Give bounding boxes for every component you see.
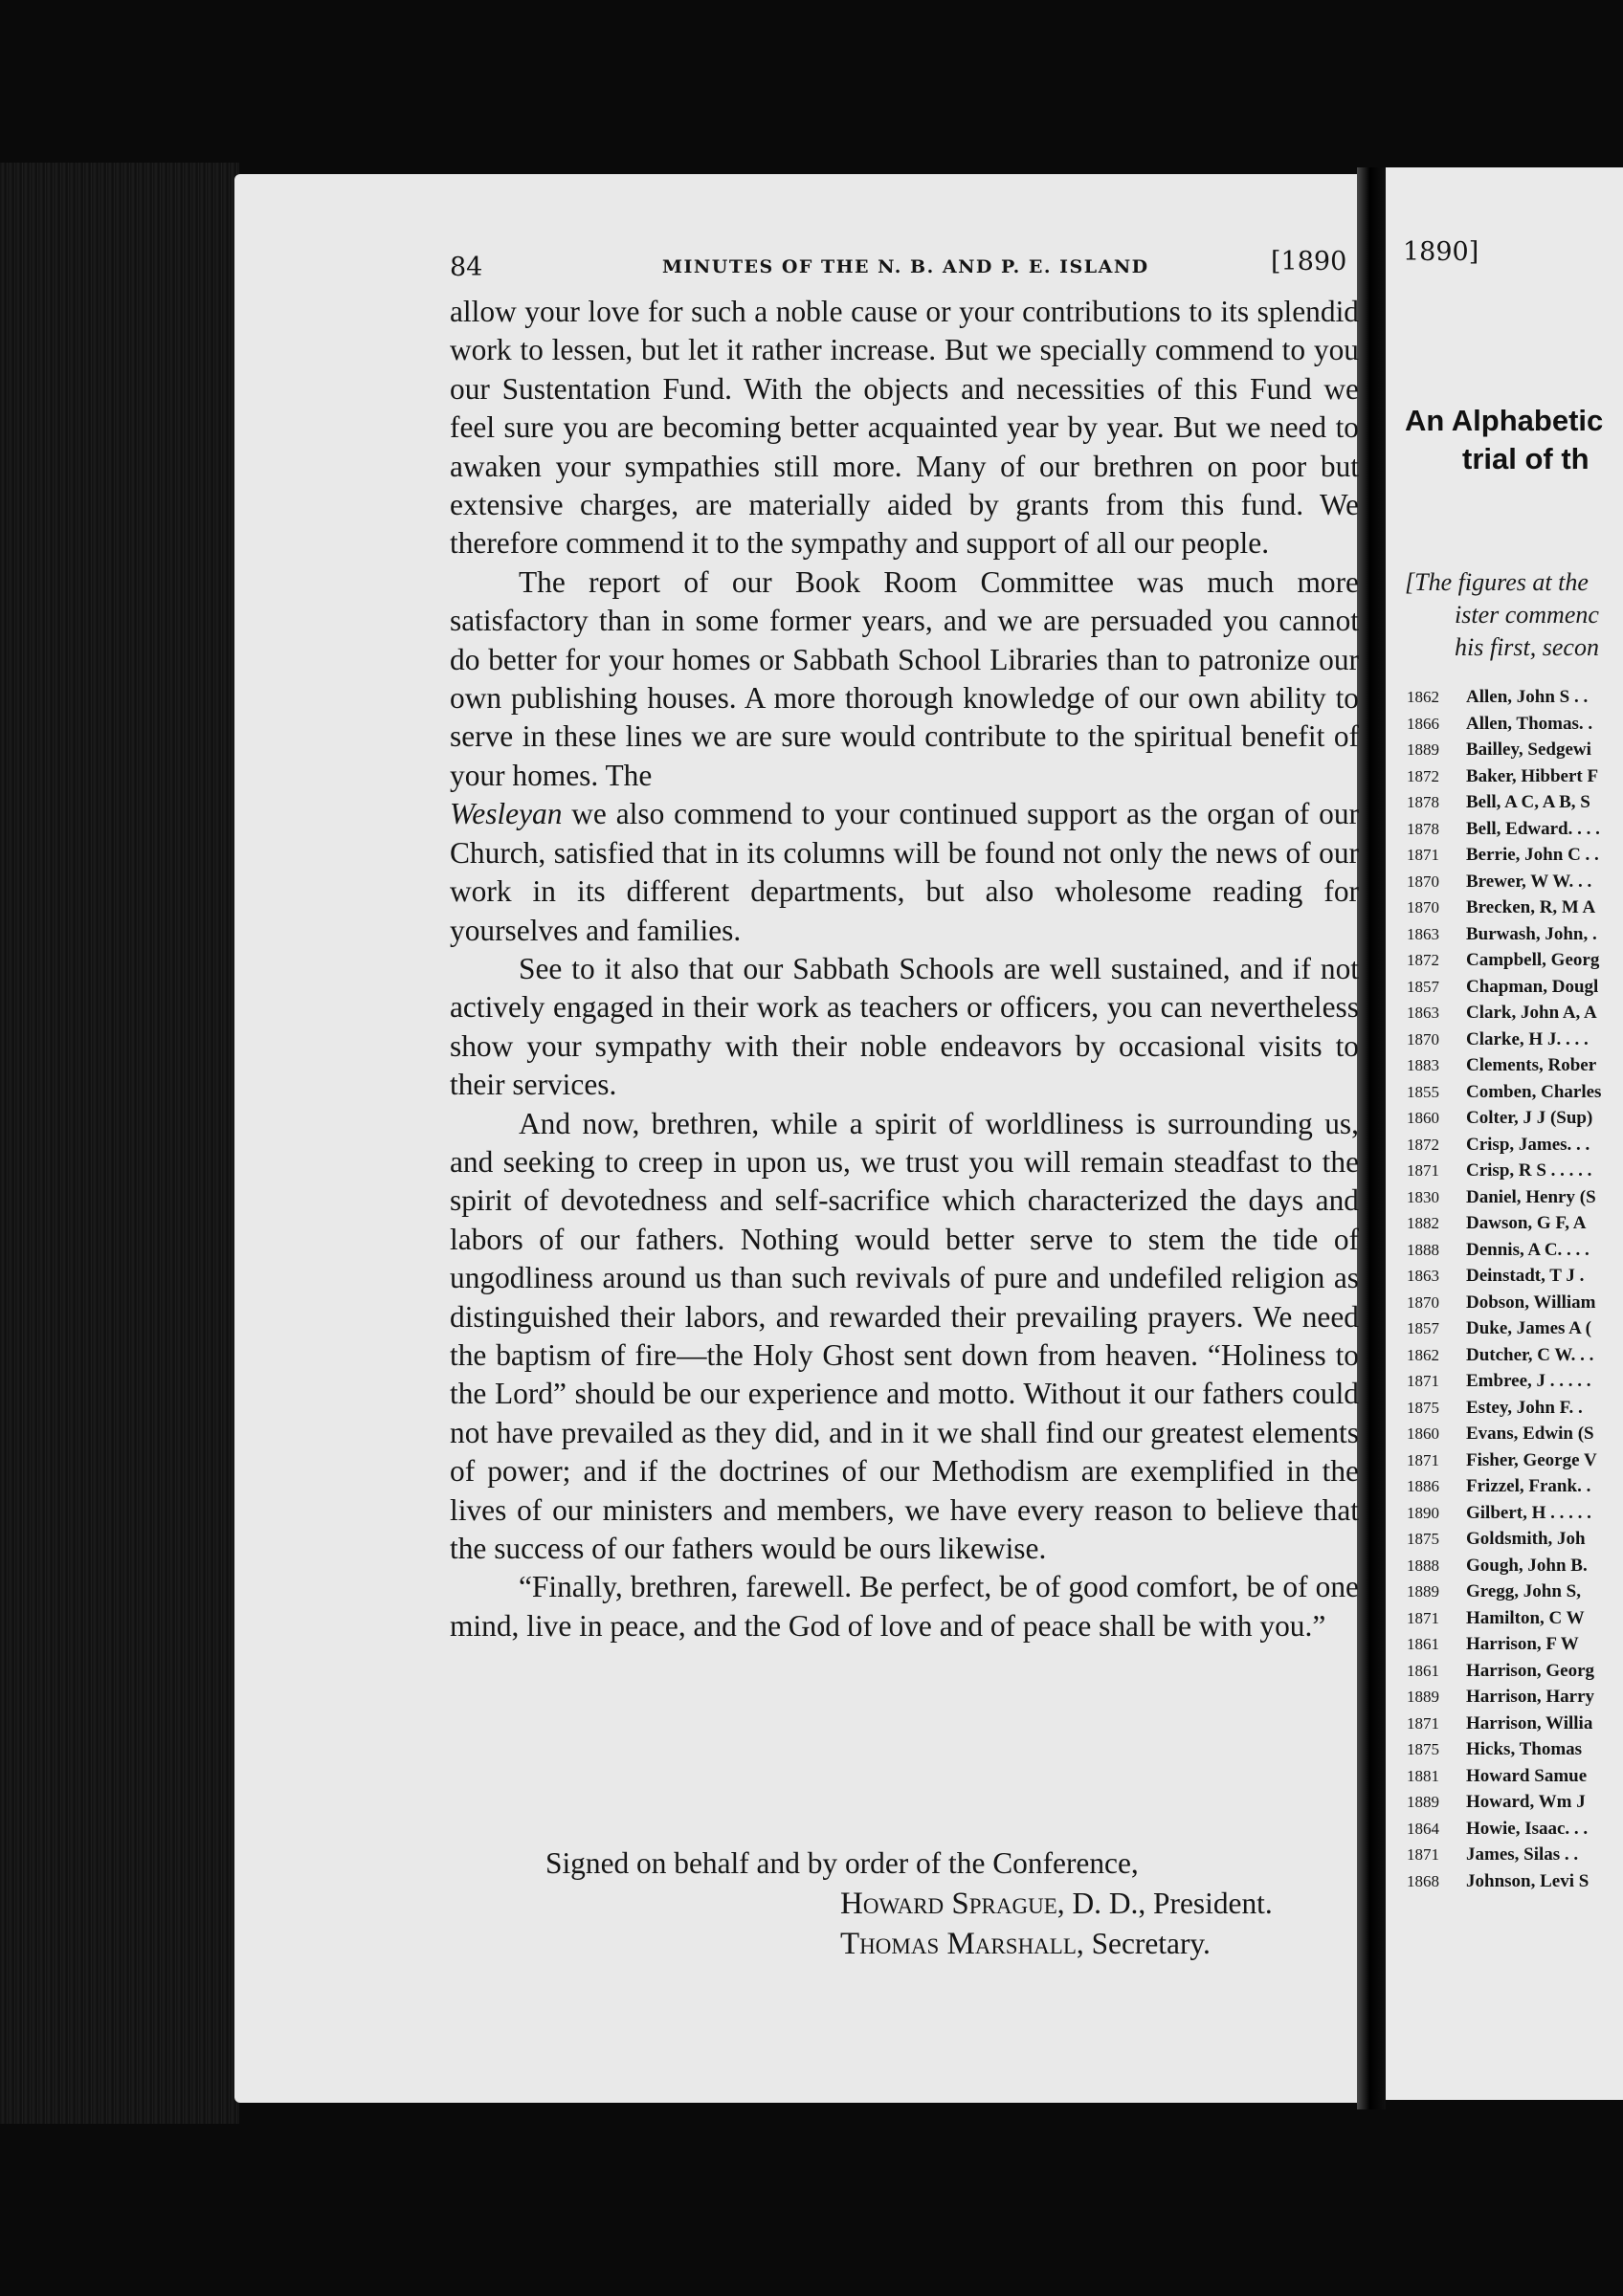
list-item [1407, 1529, 1623, 1556]
list-item [1407, 1581, 1623, 1608]
paragraph: See to it also that our Sabbath Schools are well sustained, and if not actively engaged in their work as teachers or officers, you can nevertheless show your sympathy with their noble endeavors by occasional visits to their services. [450, 951, 1359, 1102]
list-item [1407, 687, 1623, 714]
entry-year: 1888 [1407, 1240, 1439, 1259]
entry-year: 1890 [1407, 1503, 1439, 1522]
entry-name: Howard Samue [1466, 1765, 1588, 1786]
book-gutter [1357, 167, 1386, 2109]
entry-name: Brecken, R, M A [1466, 897, 1596, 917]
entry-year: 1871 [1407, 1372, 1439, 1390]
entry-year: 1863 [1407, 1267, 1439, 1285]
entry-name: Harrison, Harry [1466, 1687, 1595, 1707]
entry-name: Goldsmith, Joh [1466, 1529, 1586, 1549]
entry-name: Gilbert, H . . . . . [1466, 1502, 1591, 1523]
entry-name: Hicks, Thomas [1466, 1739, 1583, 1759]
entry-name: Howie, Isaac. . . [1466, 1818, 1589, 1839]
signed-line: Signed on behalf and by order of the Conference, [545, 1846, 1139, 1880]
entry-year: 1875 [1407, 1398, 1439, 1417]
list-item [1407, 1003, 1623, 1029]
book-page-edges [0, 163, 239, 2124]
entry-year: 1860 [1407, 1424, 1439, 1443]
entry-year: 1878 [1407, 819, 1439, 838]
entry-year: 1871 [1407, 1845, 1439, 1864]
entry-name: Dutcher, C W. . . [1466, 1344, 1594, 1365]
entry-name: Dennis, A C. . . . [1466, 1239, 1590, 1260]
entry-year: 1863 [1407, 924, 1439, 943]
entry-name: Hamilton, C W [1466, 1607, 1585, 1628]
entry-name: Dobson, William [1466, 1292, 1596, 1313]
list-item [1407, 1029, 1623, 1056]
entry-year: 1871 [1407, 1608, 1439, 1627]
list-item [1407, 845, 1623, 872]
list-item [1407, 1082, 1623, 1109]
entry-name: Clements, Rober [1466, 1055, 1597, 1075]
entry-year: 1870 [1407, 898, 1439, 916]
entry-name: Allen, Thomas. . [1466, 713, 1593, 734]
list-item [1407, 1713, 1623, 1740]
president-title: , D. D., President. [1056, 1887, 1273, 1920]
entry-name: Fisher, George V [1466, 1449, 1597, 1470]
right-page-note [1405, 566, 1623, 664]
list-item [1407, 1266, 1623, 1292]
entry-name: Harrison, Willia [1466, 1712, 1593, 1733]
entry-name: Clarke, H J. . . . [1466, 1028, 1589, 1049]
entry-name: Howard, Wm J [1466, 1792, 1586, 1812]
entry-year: 1870 [1407, 1029, 1439, 1049]
list-item [1407, 1160, 1623, 1187]
list-item [1407, 1687, 1623, 1713]
entry-year: 1889 [1407, 1793, 1439, 1811]
list-item [1407, 1187, 1623, 1214]
list-item [1407, 1450, 1623, 1477]
entry-name: Bailley, Sedgewi [1466, 740, 1591, 760]
entry-year: 1862 [1407, 688, 1439, 706]
entry-name: Gregg, John S, [1466, 1581, 1582, 1601]
entry-name: Dawson, G F, A [1466, 1213, 1587, 1233]
entry-year: 1888 [1407, 1556, 1439, 1575]
entry-name: Burwash, John, . [1466, 923, 1597, 944]
entry-year: 1857 [1407, 977, 1439, 996]
body-text [450, 293, 1359, 1645]
right-page-heading [1405, 402, 1623, 478]
secretary-name: Thomas Marshall [840, 1927, 1077, 1961]
list-item [1407, 1739, 1623, 1766]
paragraph-text: we also commend to your continued support as the organ of our Church, satisfied that in its columns will be found not only the news of our work in its different departments, but also wholesome reading for yourselves and families. [450, 797, 1359, 947]
entry-year: 1864 [1407, 1819, 1439, 1838]
entry-year: 1886 [1407, 1477, 1439, 1495]
president-name: Howard Sprague [840, 1887, 1057, 1921]
page-number: 84 [450, 253, 483, 282]
entry-year: 1872 [1407, 951, 1439, 969]
list-item [1407, 1503, 1623, 1530]
header-year: [1890 [1271, 247, 1347, 276]
entry-name: Bell, Edward. . . . [1466, 818, 1600, 839]
list-item [1407, 1871, 1623, 1898]
entry-name: Harrison, Georg [1466, 1660, 1595, 1681]
list-item [1407, 1108, 1623, 1135]
list-item [1407, 1213, 1623, 1240]
list-item [1407, 1792, 1623, 1819]
paragraph [450, 795, 1359, 950]
entry-name: Baker, Hibbert F [1466, 765, 1599, 786]
list-item [1407, 950, 1623, 977]
entry-name: Colter, J J (Sup) [1466, 1108, 1593, 1128]
list-item [1407, 1844, 1623, 1871]
entry-name: Harrison, F W [1466, 1634, 1579, 1654]
list-item [1407, 1371, 1623, 1398]
note-line: [The figures at the [1405, 568, 1589, 596]
list-item [1407, 1345, 1623, 1372]
list-item [1407, 897, 1623, 924]
entry-year: 1855 [1407, 1082, 1439, 1101]
entry-name: Crisp, R S . . . . . [1466, 1160, 1592, 1181]
entry-year: 1866 [1407, 714, 1439, 733]
entry-name: Embree, J . . . . . [1466, 1371, 1591, 1391]
wesleyan-title: Wesleyan [450, 797, 563, 831]
heading-line: trial of th [1462, 442, 1590, 475]
list-item [1407, 740, 1623, 766]
entry-name: Johnson, Levi S [1466, 1870, 1590, 1891]
entry-year: 1857 [1407, 1319, 1439, 1337]
list-item [1407, 1661, 1623, 1688]
entry-name: Clark, John A, A [1466, 1003, 1597, 1023]
list-item [1407, 1476, 1623, 1503]
entry-year: 1870 [1407, 1292, 1439, 1312]
entry-name: Berrie, John C . . [1466, 845, 1599, 865]
list-item [1407, 1240, 1623, 1267]
entry-year: 1830 [1407, 1187, 1439, 1206]
list-item [1407, 1766, 1623, 1793]
right-page-year: 1890] [1403, 237, 1479, 267]
entry-name: Chapman, Dougl [1466, 976, 1599, 997]
list-item [1407, 819, 1623, 846]
list-item [1407, 1556, 1623, 1582]
entry-year: 1872 [1407, 766, 1439, 785]
list-item [1407, 766, 1623, 793]
entry-year: 1862 [1407, 1345, 1439, 1364]
list-item [1407, 924, 1623, 951]
list-item [1407, 1318, 1623, 1345]
list-item [1407, 872, 1623, 898]
list-item [1407, 1634, 1623, 1661]
entry-year: 1889 [1407, 1688, 1439, 1706]
paragraph: And now, brethren, while a spirit of worldliness is surrounding us, and seeking to creep in upon us, we trust you will remain steadfast to the spirit of devotedness and self-sacrifice which characterized the days and labors of our fathers. Nothing would better serve to stem the tide of ungodliness around us than such revivals of pure and undefiled religion as distinguished their labors, and rewarded their prevailing prayers. We need the baptism of fire—the Holy Ghost sent down from heaven. “Holiness to the Lord” should be our experience and motto. Without it our fathers could not have prevailed as they did, and in it we shall find our greatest elements of power; and if the doctrines of our Methodism are exemplified in the lives of our ministers and members, we have every reason to believe that the success of our fathers would be ours likewise. [450, 1106, 1359, 1565]
entry-name: James, Silas . . [1466, 1844, 1579, 1865]
entry-year: 1870 [1407, 872, 1439, 891]
entry-year: 1860 [1407, 1109, 1439, 1127]
entry-year: 1875 [1407, 1530, 1439, 1548]
entry-year: 1863 [1407, 1004, 1439, 1022]
entry-name: Crisp, James. . . [1466, 1134, 1590, 1155]
list-item [1407, 977, 1623, 1004]
list-item [1407, 1055, 1623, 1082]
page-header [450, 247, 1347, 285]
entry-name: Deinstadt, T J . [1466, 1266, 1585, 1286]
entry-year: 1871 [1407, 1450, 1439, 1469]
entry-year: 1889 [1407, 1582, 1439, 1601]
entry-year: 1868 [1407, 1871, 1439, 1890]
secretary-signature [840, 1927, 1623, 1962]
entry-year: 1871 [1407, 1161, 1439, 1180]
note-line: his first, secon [1455, 633, 1599, 661]
entry-name: Evans, Edwin (S [1466, 1424, 1594, 1444]
entry-year: 1871 [1407, 1713, 1439, 1733]
minister-list [1407, 687, 1623, 1897]
entry-name: Campbell, Georg [1466, 950, 1600, 970]
list-item [1407, 1608, 1623, 1635]
running-title: MINUTES OF THE N. B. AND P. E. ISLAND [662, 256, 1149, 277]
list-item [1407, 792, 1623, 819]
entry-name: Comben, Charles [1466, 1081, 1602, 1102]
entry-name: Daniel, Henry (S [1466, 1186, 1596, 1207]
entry-year: 1883 [1407, 1056, 1439, 1074]
entry-year: 1861 [1407, 1635, 1439, 1653]
note-line: ister commenc [1455, 601, 1599, 629]
entry-name: Duke, James A ( [1466, 1318, 1591, 1338]
entry-year: 1872 [1407, 1135, 1439, 1154]
entry-name: Allen, John S . . [1466, 687, 1589, 707]
list-item [1407, 1398, 1623, 1424]
list-item [1407, 1135, 1623, 1161]
entry-year: 1878 [1407, 793, 1439, 811]
list-item [1407, 1819, 1623, 1845]
entry-name: Brewer, W W. . . [1466, 871, 1592, 892]
entry-year: 1861 [1407, 1661, 1439, 1680]
list-item [1407, 1424, 1623, 1450]
entry-year: 1871 [1407, 846, 1439, 864]
entry-year: 1882 [1407, 1214, 1439, 1232]
entry-year: 1881 [1407, 1766, 1439, 1785]
paragraph: The report of our Book Room Committee was much more satisfactory than in some former years, and we are persuaded you cannot do better for your homes or Sabbath School Libraries than to patronize our own publishing houses. A more thorough knowledge of our own ability to serve in these lines we are sure would contribute to the spiritual benefit of your homes. The [450, 564, 1359, 792]
entry-year: 1889 [1407, 740, 1439, 759]
paragraph: “Finally, brethren, farewell. Be perfect, be of good comfort, be of one mind, live in peace, and the God of love and of peace shall be with you.” [450, 1570, 1359, 1643]
entry-year: 1875 [1407, 1740, 1439, 1758]
paragraph: allow your love for such a noble cause or your contributions to its splendid work to lessen, but let it rather increase. But we specially commend to you our Sustentation Fund. With the objects and necessities of this Fund we feel sure you are becoming better acquainted year by year. But we need to awaken your sympathies still more. Many of our brethren on poor but extensive charges, are materially aided by grants from this fund. We therefore commend it to the sympathy and support of all our people. [450, 295, 1359, 561]
list-item [1407, 1292, 1623, 1319]
list-item [1407, 714, 1623, 740]
entry-name: Estey, John F. . [1466, 1397, 1583, 1418]
heading-line: An Alphabetic [1405, 404, 1604, 437]
secretary-title: , Secretary. [1076, 1927, 1211, 1960]
entry-name: Gough, John B. [1466, 1555, 1588, 1576]
entry-name: Frizzel, Frank. . [1466, 1476, 1591, 1496]
entry-name: Bell, A C, A B, S [1466, 792, 1590, 812]
